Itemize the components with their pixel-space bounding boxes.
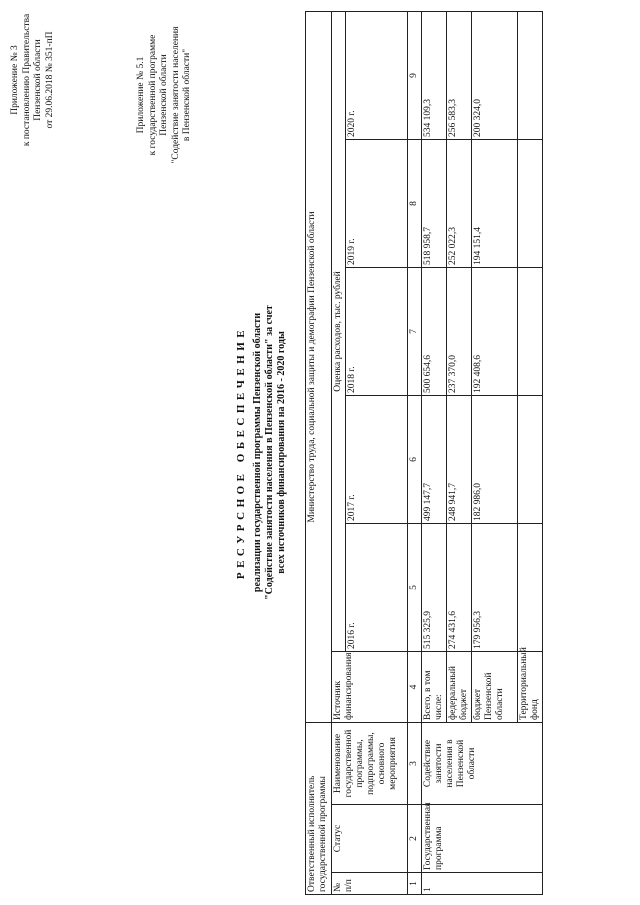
value-cell: 182 986,0 xyxy=(472,396,518,524)
appendix-5-block xyxy=(136,5,194,185)
appendix-5-line: в Пензенской области" xyxy=(182,48,192,142)
subtitle-line: "Содействие занятости населения в Пензенской области" за счет xyxy=(264,305,275,600)
value-cell: 534 109,3 xyxy=(422,11,447,139)
source-cell: Территориальный фонд xyxy=(518,652,543,723)
table-row xyxy=(422,11,447,894)
value-cell xyxy=(518,396,543,524)
document-subtitle xyxy=(252,0,288,905)
appendix-3-block xyxy=(10,10,56,150)
appendix-5-line: "Содействие занятости населения xyxy=(170,26,181,164)
col-number: 2 xyxy=(408,805,422,873)
col-numbers-row xyxy=(408,11,422,894)
col-name-header: Наименование государственной программы, подпрограммы, основного мероприятия xyxy=(332,723,408,805)
value-cell: 248 941,7 xyxy=(447,396,472,524)
col-number: 6 xyxy=(408,396,422,524)
value-cell: 500 654,6 xyxy=(422,268,447,396)
col-number: 5 xyxy=(408,524,422,652)
responsible-row xyxy=(306,11,332,894)
appendix-5-title: Приложение № 5.1 xyxy=(136,56,146,134)
subtitle-line: всех источников финансирования на 2016 - 2020 годы xyxy=(276,331,287,574)
appendix-5-line: к государственной программе xyxy=(147,34,158,156)
appendix-3-title: Приложение № 3 xyxy=(10,45,20,115)
col-source-header: Источник финансирования xyxy=(332,652,408,723)
year-header: 2018 г. xyxy=(346,268,408,396)
col-number: 7 xyxy=(408,268,422,396)
value-cell: 252 022,3 xyxy=(447,140,472,268)
value-cell xyxy=(518,268,543,396)
program-status: Государственная программа xyxy=(422,805,543,873)
col-estimate-header: Оценка расходов, тыс. рублей xyxy=(332,11,346,651)
appendix-3-date: от 29.06.2018 № 351-пП xyxy=(44,31,55,129)
value-cell xyxy=(518,140,543,268)
year-header: 2017 г. xyxy=(346,396,408,524)
value-cell: 237 370,0 xyxy=(447,268,472,396)
value-cell: 256 583,3 xyxy=(447,11,472,139)
col-num-header: № п/п xyxy=(332,873,408,895)
appendix-5-line: Пензенской области xyxy=(159,54,169,136)
year-header: 2020 г. xyxy=(346,11,408,139)
value-cell: 192 408,6 xyxy=(472,268,518,396)
resource-table xyxy=(305,11,543,895)
col-number: 8 xyxy=(408,140,422,268)
value-cell: 518 958,7 xyxy=(422,140,447,268)
program-num: 1 xyxy=(422,873,543,895)
responsible-label: Ответственный исполнитель государственной программы xyxy=(306,723,332,895)
value-cell: 194 151,4 xyxy=(472,140,518,268)
value-cell xyxy=(518,11,543,139)
col-status-header: Статус xyxy=(332,805,408,873)
col-number: 4 xyxy=(408,652,422,723)
program-name: Содействие занятости населения в Пензенской области xyxy=(422,723,543,805)
year-header: 2019 г. xyxy=(346,140,408,268)
source-cell: бюджет Пензенской области xyxy=(472,652,518,723)
subtitle-line: реализации государственной программы Пензенской области xyxy=(252,312,263,593)
appendix-3-line: к постановлению Правительства xyxy=(21,13,32,147)
source-cell: Всего, в том числе: xyxy=(422,652,447,723)
value-cell: 499 147,7 xyxy=(422,396,447,524)
value-cell: 179 956,3 xyxy=(472,524,518,652)
document-title: РЕСУРСНОЕ ОБЕСПЕЧЕНИЕ xyxy=(235,325,247,580)
source-cell: федеральный бюджет xyxy=(447,652,472,723)
col-number: 9 xyxy=(408,11,422,139)
col-number: 1 xyxy=(408,873,422,895)
value-cell: 200 324,0 xyxy=(472,11,518,139)
responsible-value: Министерство труда, социальной защиты и демографии Пензенской области xyxy=(306,11,332,722)
header-row xyxy=(332,11,346,894)
value-cell: 274 431,6 xyxy=(447,524,472,652)
value-cell xyxy=(518,524,543,652)
appendix-3-line: Пензенской области xyxy=(33,39,43,121)
col-number: 3 xyxy=(408,723,422,805)
year-header: 2016 г. xyxy=(346,524,408,652)
value-cell: 515 325,9 xyxy=(422,524,447,652)
